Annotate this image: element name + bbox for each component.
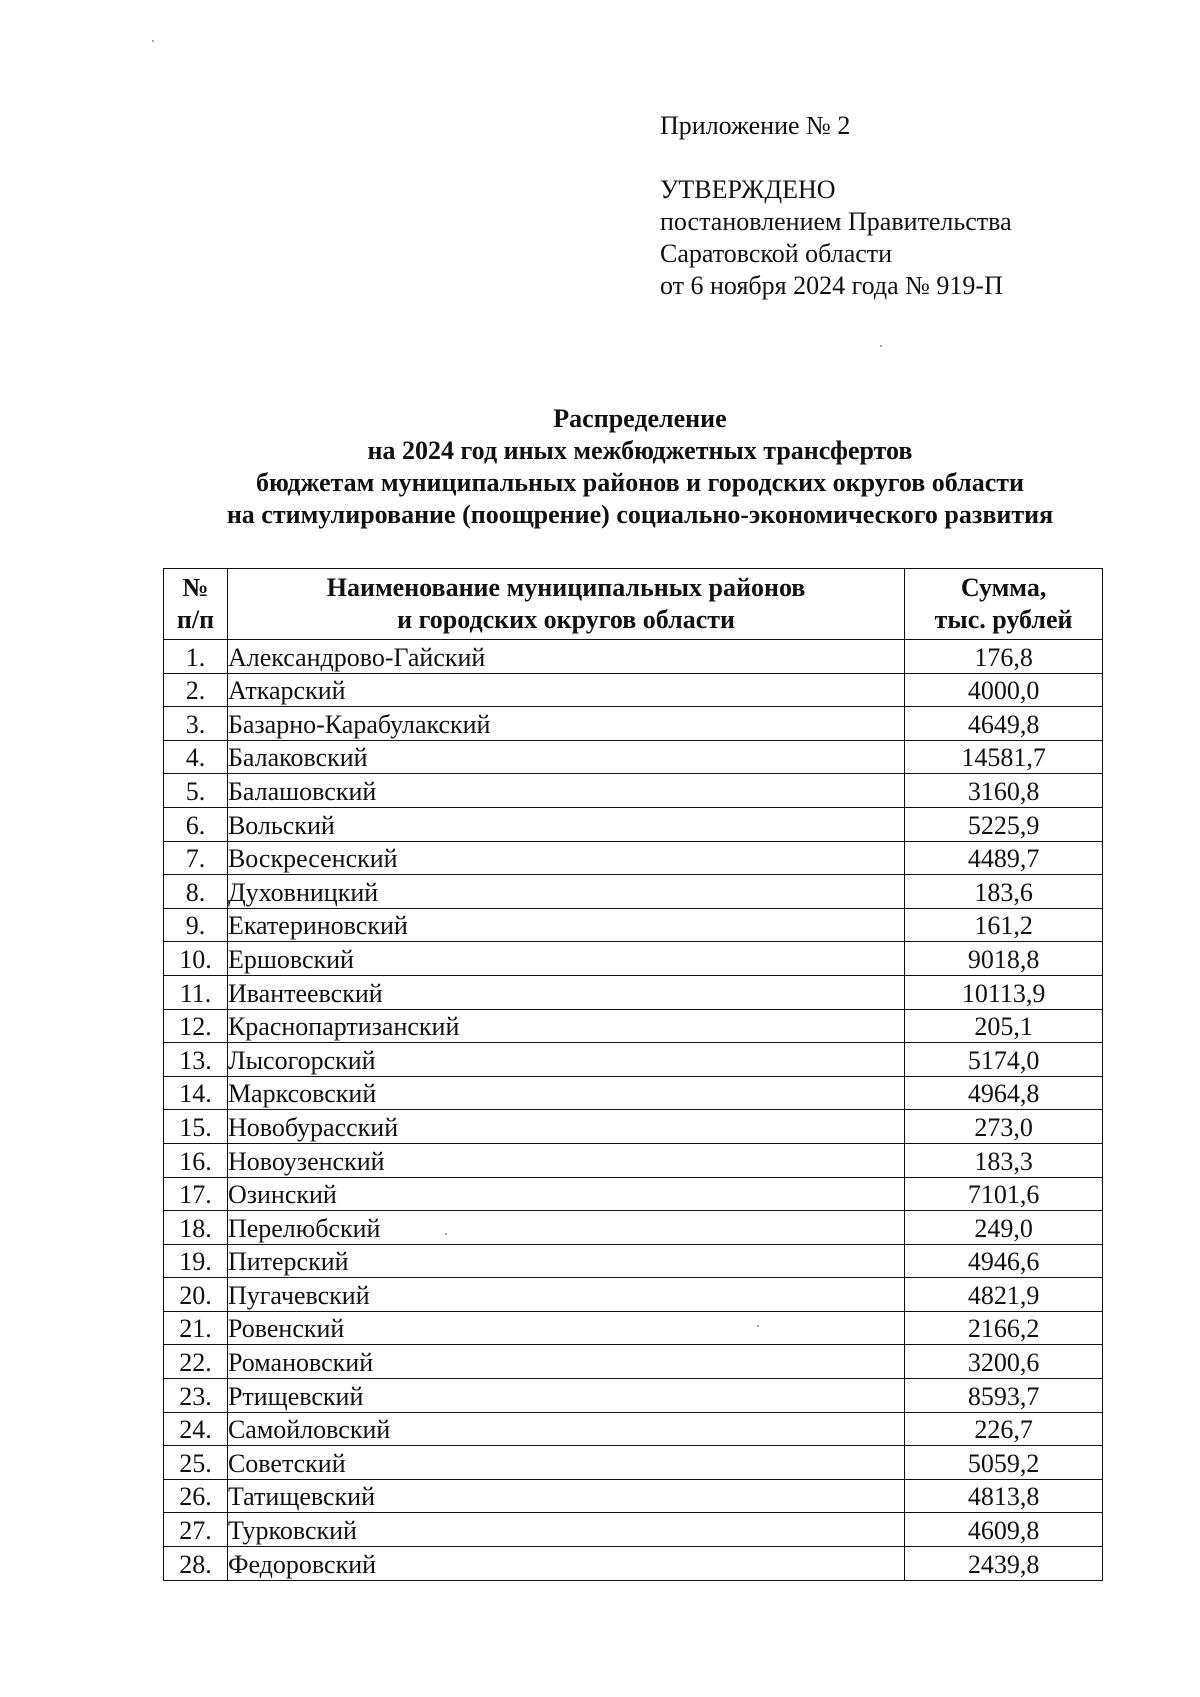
header-sum [905, 569, 1103, 640]
row-number-cell: 5. [164, 774, 228, 808]
district-name-cell: Лысогорский [227, 1043, 904, 1077]
header-number-line-1: № [182, 573, 209, 602]
district-name-cell: Екатериновский [227, 908, 904, 942]
table-body [164, 640, 1103, 1581]
table-row [164, 807, 1103, 841]
district-name-cell: Новоузенский [227, 1143, 904, 1177]
district-name-cell: Балаковский [227, 740, 904, 774]
amount-cell: 7101,6 [905, 1177, 1103, 1211]
amount-cell: 14581,7 [905, 740, 1103, 774]
table-row [164, 841, 1103, 875]
approved-region-line: Саратовской области [660, 239, 893, 268]
table-header-row [164, 569, 1103, 640]
district-name-cell: Озинский [227, 1177, 904, 1211]
amount-cell: 4489,7 [905, 841, 1103, 875]
annex-label: Приложение № 2 [660, 111, 851, 140]
amount-cell: 3160,8 [905, 774, 1103, 808]
approved-date-line: от 6 ноября 2024 года № 919-П [660, 271, 1003, 300]
row-number-cell: 21. [164, 1311, 228, 1345]
row-number-cell: 12. [164, 1009, 228, 1043]
row-number-cell: 24. [164, 1412, 228, 1446]
row-number-cell: 22. [164, 1345, 228, 1379]
title-line-4: на стимулирование (поощрение) социально-экономического развития [226, 500, 1054, 529]
row-number-cell: 3. [164, 707, 228, 741]
table-row [164, 707, 1103, 741]
district-name-cell: Питерский [227, 1244, 904, 1278]
table-row [164, 1278, 1103, 1312]
amount-cell: 4000,0 [905, 673, 1103, 707]
amount-cell: 4609,8 [905, 1513, 1103, 1547]
row-number-cell: 11. [164, 975, 228, 1009]
row-number-cell: 16. [164, 1143, 228, 1177]
amount-cell: 249,0 [905, 1211, 1103, 1245]
table-row [164, 1379, 1103, 1413]
row-number-cell: 2. [164, 673, 228, 707]
district-name-cell: Романовский [227, 1345, 904, 1379]
header-sum-line-1: Сумма, [960, 573, 1047, 602]
district-name-cell: Ртищевский [227, 1379, 904, 1413]
row-number-cell: 19. [164, 1244, 228, 1278]
amount-cell: 4964,8 [905, 1076, 1103, 1110]
district-name-cell: Ивантеевский [227, 975, 904, 1009]
table-row [164, 1009, 1103, 1043]
amount-cell: 183,6 [905, 875, 1103, 909]
district-name-cell: Новобурасский [227, 1110, 904, 1144]
table-row [164, 1177, 1103, 1211]
district-name-cell: Вольский [227, 807, 904, 841]
header-number [164, 569, 228, 640]
table-row [164, 640, 1103, 674]
table-row [164, 1076, 1103, 1110]
district-name-cell: Татищевский [227, 1479, 904, 1513]
district-name-cell: Пугачевский [227, 1278, 904, 1312]
district-name-cell: Базарно-Карабулакский [227, 707, 904, 741]
amount-cell: 3200,6 [905, 1345, 1103, 1379]
table-row [164, 1211, 1103, 1245]
district-name-cell: Ровенский [227, 1311, 904, 1345]
table-row [164, 1311, 1103, 1345]
table-row [164, 1412, 1103, 1446]
district-name-cell: Краснопартизанский [227, 1009, 904, 1043]
district-name-cell: Перелюбский [227, 1211, 904, 1245]
district-name-cell: Александрово-Гайский [227, 640, 904, 674]
row-number-cell: 20. [164, 1278, 228, 1312]
title-line-3: бюджетам муниципальных районов и городских округов области [255, 468, 1025, 497]
header-name-line-2: и городских округов области [397, 605, 735, 634]
scan-speck [757, 1325, 759, 1327]
amount-cell: 4821,9 [905, 1278, 1103, 1312]
table-row [164, 774, 1103, 808]
scan-speck [152, 40, 154, 42]
row-number-cell: 27. [164, 1513, 228, 1547]
district-name-cell: Воскресенский [227, 841, 904, 875]
approved-by-line: постановлением Правительства [660, 207, 1012, 236]
table-row [164, 1244, 1103, 1278]
table-row [164, 942, 1103, 976]
header-number-line-2: п/п [176, 605, 215, 634]
amount-cell: 4813,8 [905, 1479, 1103, 1513]
table-row [164, 1547, 1103, 1581]
amount-cell: 183,3 [905, 1143, 1103, 1177]
amount-cell: 5059,2 [905, 1446, 1103, 1480]
document-title [120, 403, 1160, 531]
table-row [164, 875, 1103, 909]
row-number-cell: 28. [164, 1547, 228, 1581]
amount-cell: 4946,6 [905, 1244, 1103, 1278]
table-row [164, 1513, 1103, 1547]
header-sum-line-2: тыс. рублей [934, 605, 1073, 634]
amount-cell: 9018,8 [905, 942, 1103, 976]
row-number-cell: 1. [164, 640, 228, 674]
district-name-cell: Советский [227, 1446, 904, 1480]
district-name-cell: Ершовский [227, 942, 904, 976]
row-number-cell: 15. [164, 1110, 228, 1144]
district-name-cell: Духовницкий [227, 875, 904, 909]
table-row [164, 1110, 1103, 1144]
district-name-cell: Балашовский [227, 774, 904, 808]
row-number-cell: 25. [164, 1446, 228, 1480]
district-name-cell: Турковский [227, 1513, 904, 1547]
amount-cell: 176,8 [905, 640, 1103, 674]
row-number-cell: 8. [164, 875, 228, 909]
row-number-cell: 23. [164, 1379, 228, 1413]
amount-cell: 226,7 [905, 1412, 1103, 1446]
row-number-cell: 6. [164, 807, 228, 841]
amount-cell: 2439,8 [905, 1547, 1103, 1581]
amount-cell: 205,1 [905, 1009, 1103, 1043]
row-number-cell: 14. [164, 1076, 228, 1110]
table-row [164, 908, 1103, 942]
table-row [164, 1143, 1103, 1177]
table-row [164, 1345, 1103, 1379]
header-name-line-1: Наименование муниципальных районов [326, 573, 806, 602]
header-name [227, 569, 904, 640]
district-name-cell: Аткарский [227, 673, 904, 707]
table-row [164, 1446, 1103, 1480]
row-number-cell: 26. [164, 1479, 228, 1513]
district-name-cell: Марксовский [227, 1076, 904, 1110]
row-number-cell: 17. [164, 1177, 228, 1211]
approved-stamp-text: УТВЕРЖДЕНО [660, 175, 836, 204]
title-line-2: на 2024 год иных межбюджетных трансфертов [367, 436, 913, 465]
row-number-cell: 4. [164, 740, 228, 774]
row-number-cell: 10. [164, 942, 228, 976]
table-row [164, 1479, 1103, 1513]
table-row [164, 740, 1103, 774]
row-number-cell: 9. [164, 908, 228, 942]
scan-speck [445, 1233, 447, 1235]
table-row [164, 673, 1103, 707]
scan-speck [880, 345, 882, 347]
amount-cell: 8593,7 [905, 1379, 1103, 1413]
amount-cell: 5225,9 [905, 807, 1103, 841]
row-number-cell: 18. [164, 1211, 228, 1245]
row-number-cell: 7. [164, 841, 228, 875]
approval-block [660, 110, 1012, 302]
amount-cell: 2166,2 [905, 1311, 1103, 1345]
district-name-cell: Федоровский [227, 1547, 904, 1581]
table-row [164, 1043, 1103, 1077]
amount-cell: 4649,8 [905, 707, 1103, 741]
amount-cell: 161,2 [905, 908, 1103, 942]
table-row [164, 975, 1103, 1009]
title-line-1: Распределение [553, 404, 727, 433]
distribution-table [163, 568, 1103, 1581]
amount-cell: 5174,0 [905, 1043, 1103, 1077]
amount-cell: 10113,9 [905, 975, 1103, 1009]
amount-cell: 273,0 [905, 1110, 1103, 1144]
district-name-cell: Самойловский [227, 1412, 904, 1446]
row-number-cell: 13. [164, 1043, 228, 1077]
